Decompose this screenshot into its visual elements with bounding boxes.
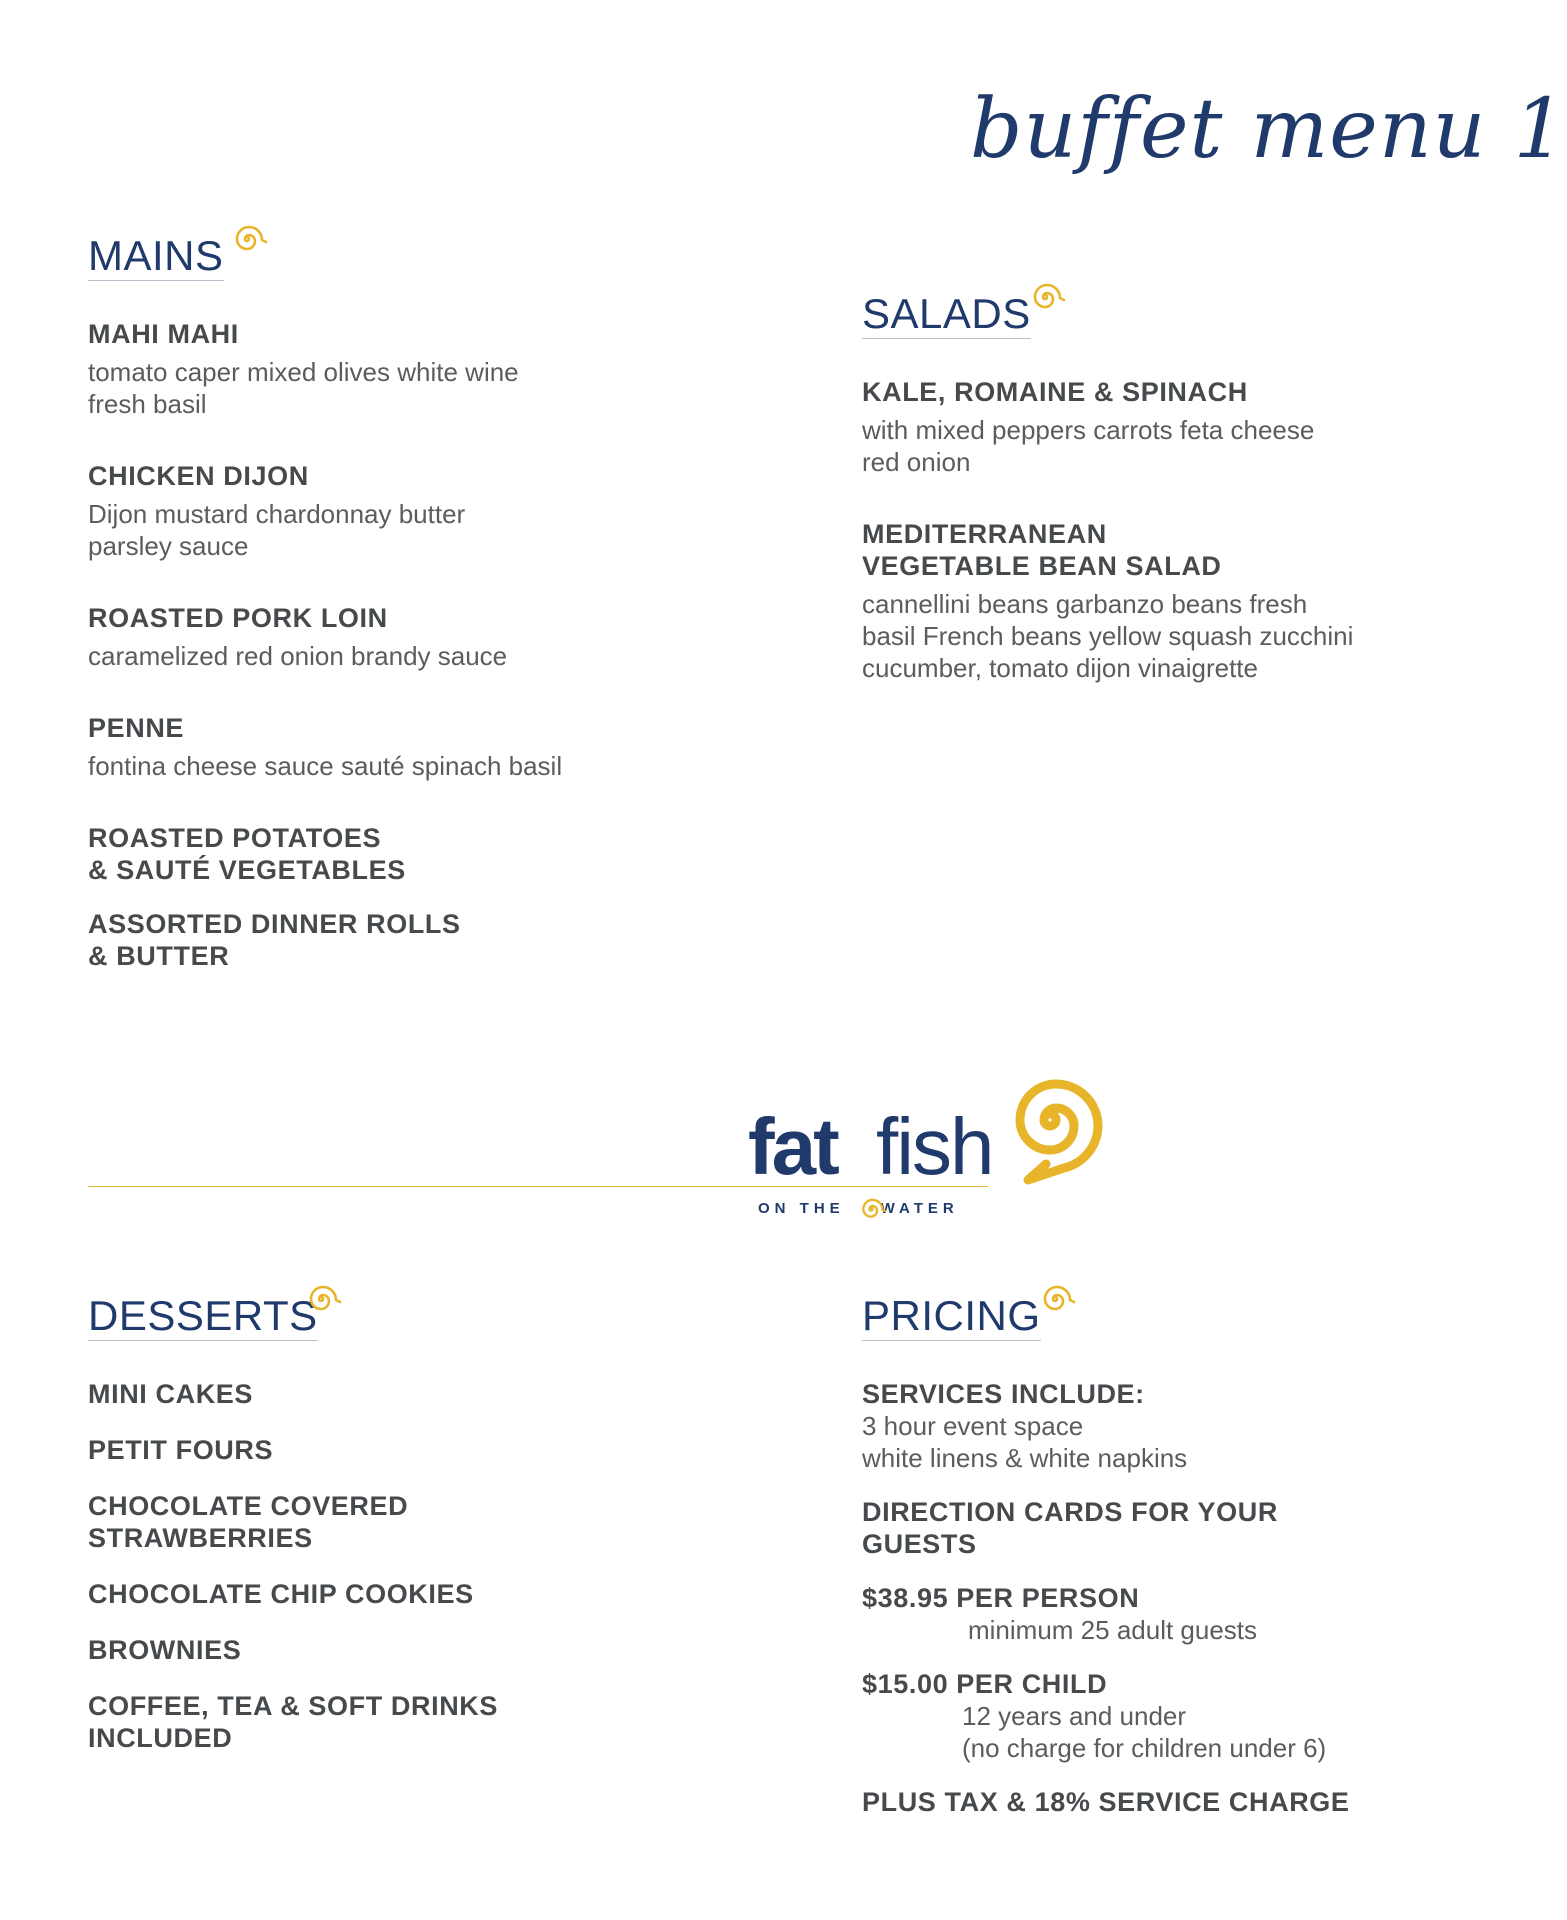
child-price: $15.00 PER CHILD <box>862 1669 1108 1699</box>
child-price-note: 12 years and under (no charge for children under 6) <box>962 1701 1327 1763</box>
menu-item <box>88 908 688 972</box>
direction-cards-block <box>862 1496 1462 1560</box>
direction-cards-label: DIRECTION CARDS FOR YOUR GUESTS <box>862 1497 1278 1559</box>
mains-section <box>88 232 688 972</box>
menu-item <box>88 1490 688 1554</box>
services-description: 3 hour event space white linens & white napkins <box>862 1411 1188 1473</box>
desserts-heading: DESSERTS <box>88 1292 318 1339</box>
services-block <box>862 1378 1462 1474</box>
item-name: CHOCOLATE CHIP COOKIES <box>88 1579 474 1609</box>
spiral-logo-icon <box>980 1050 1120 1200</box>
logo-word-fat: fat <box>748 1102 837 1191</box>
menu-item <box>88 712 688 782</box>
swirl-icon <box>1038 1282 1072 1316</box>
item-description: Dijon mustard chardonnay butter parsley sauce <box>88 499 466 561</box>
item-name: ROASTED PORK LOIN <box>88 603 388 633</box>
item-description: tomato caper mixed olives white wine fresh basil <box>88 357 519 419</box>
logo-tagline-left: ON THE <box>758 1200 845 1217</box>
item-name: MAHI MAHI <box>88 319 239 349</box>
item-name: BROWNIES <box>88 1635 242 1665</box>
desserts-section <box>88 1292 688 1754</box>
tax-note: PLUS TAX & 18% SERVICE CHARGE <box>862 1787 1350 1817</box>
menu-item <box>88 602 688 672</box>
item-description: caramelized red onion brandy sauce <box>88 641 508 671</box>
item-name: PENNE <box>88 713 185 743</box>
item-name: ASSORTED DINNER ROLLS & BUTTER <box>88 909 461 971</box>
item-name: CHICKEN DIJON <box>88 461 309 491</box>
item-name: COFFEE, TEA & SOFT DRINKS INCLUDED <box>88 1691 499 1753</box>
logo-word-fish: fish <box>876 1102 993 1191</box>
menu-item <box>88 1434 688 1466</box>
adult-price-note: minimum 25 adult guests <box>968 1615 1258 1645</box>
menu-item <box>88 822 688 886</box>
menu-item <box>862 518 1442 684</box>
salads-section <box>862 290 1442 684</box>
menu-title: buffet menu 1 <box>970 82 1567 177</box>
adult-price: $38.95 PER PERSON <box>862 1583 1140 1613</box>
mini-spiral-icon <box>858 1196 884 1222</box>
salads-heading: SALADS <box>862 290 1031 337</box>
logo-tagline-right: WATER <box>880 1200 959 1217</box>
menu-item <box>88 1378 688 1410</box>
swirl-icon <box>304 1282 338 1316</box>
fatfish-logo <box>740 1050 1120 1230</box>
menu-item <box>88 460 688 562</box>
menu-item <box>862 376 1442 478</box>
adult-price-block <box>862 1582 1462 1646</box>
item-name: PETIT FOURS <box>88 1435 274 1465</box>
swirl-icon <box>1028 280 1062 314</box>
item-name: KALE, ROMAINE & SPINACH <box>862 377 1248 407</box>
services-label: SERVICES INCLUDE: <box>862 1379 1145 1409</box>
swirl-icon <box>230 222 264 256</box>
item-name: ROASTED POTATOES & SAUTÉ VEGETABLES <box>88 823 406 885</box>
item-name: MEDITERRANEAN VEGETABLE BEAN SALAD <box>862 519 1222 581</box>
item-name: MINI CAKES <box>88 1379 254 1409</box>
menu-item <box>88 318 688 420</box>
item-name: CHOCOLATE COVERED STRAWBERRIES <box>88 1491 409 1553</box>
menu-item <box>88 1690 688 1754</box>
item-description: with mixed peppers carrots feta cheese red onion <box>862 415 1315 477</box>
item-description: fontina cheese sauce sauté spinach basil <box>88 751 563 781</box>
pricing-section <box>862 1292 1462 1818</box>
menu-item <box>88 1634 688 1666</box>
item-description: cannellini beans garbanzo beans fresh basil French beans yellow squash zucchini cucumber, tomato dijon vinaigrette <box>862 589 1354 683</box>
pricing-heading: PRICING <box>862 1292 1041 1339</box>
menu-item <box>88 1578 688 1610</box>
child-price-block <box>862 1668 1462 1764</box>
mains-heading: MAINS <box>88 232 224 279</box>
tax-block <box>862 1786 1462 1818</box>
